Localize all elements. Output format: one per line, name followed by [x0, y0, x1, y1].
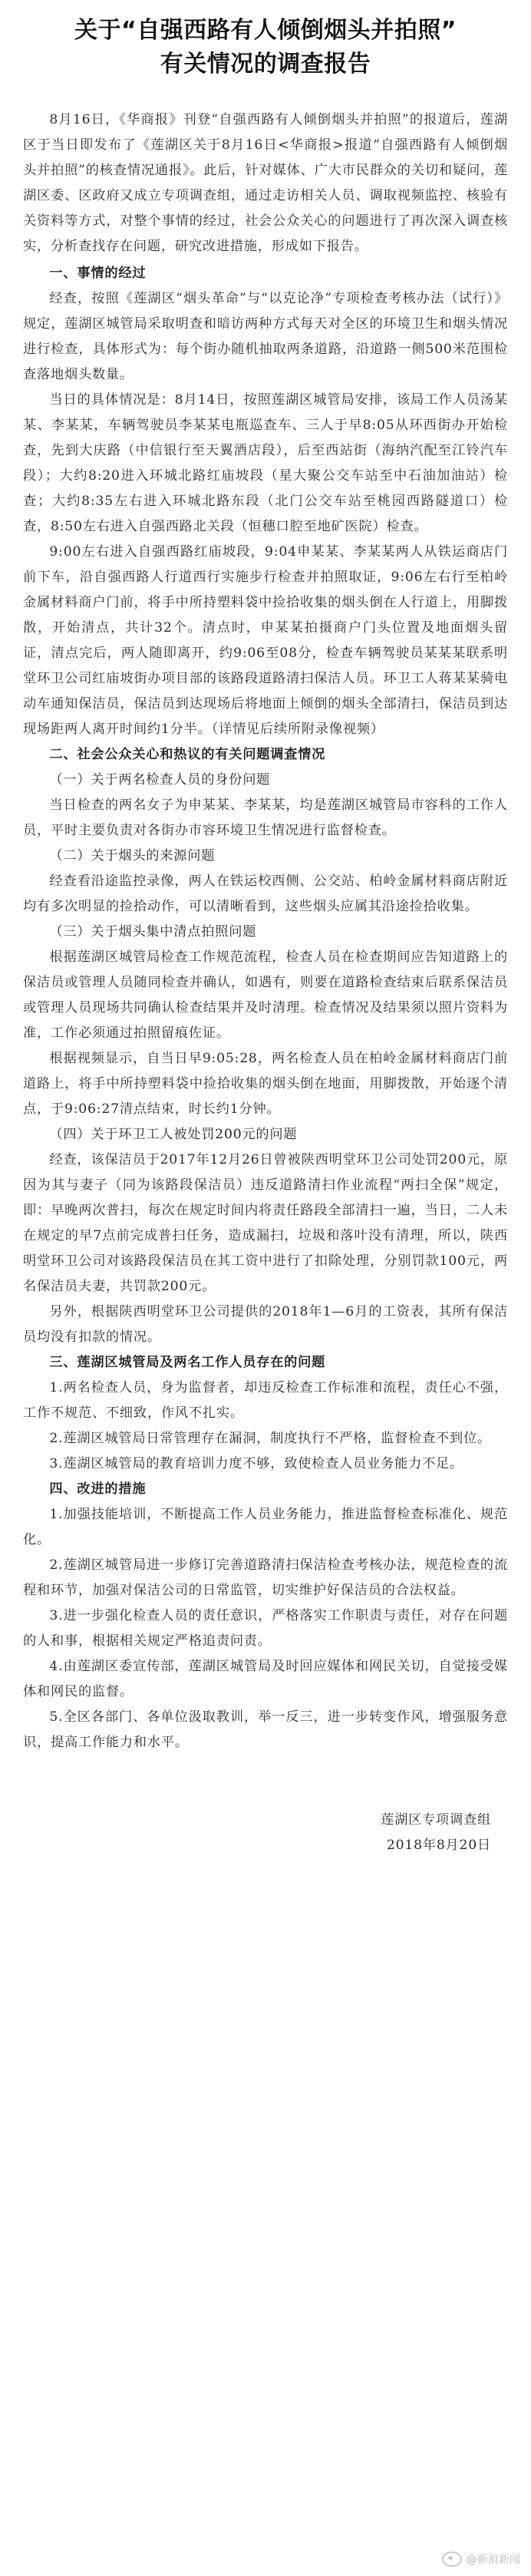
section-heading: 四、改进的措施 [49, 1481, 147, 1497]
report-document [23, 14, 508, 1858]
body-paragraph: 经查看沿途监控录像，两人在铁运校西侧、公交站、柏岭金属材料商店附近均有多次明显的捡拾动作，可以清晰看到，这些烟头应属其沿途捡拾收集。 [23, 874, 508, 914]
watermark-text: @新浪新闻 [467, 2554, 520, 2566]
body-paragraph: 3.进一步强化检查人员的责任意识，严格落实工作职责与责任，对存在问题的人和事，根据相关规定严格追责问责。 [23, 1608, 508, 1649]
body-paragraph: 当日检查的两名女子为申某某、李某某，均是莲湖区城管局市容科的工作人员，平时主要负责对各街办市容环境卫生情况进行监督检查。 [23, 798, 508, 838]
intro-paragraph: 8月16日，《华商报》刊登“自强西路有人倾倒烟头并拍照”的报道后，莲湖区于当日即发布了《莲湖区关于8月16日<华商报>报道“自强西路有人倾倒烟头并拍照”的核查情况通报》。此后，针对媒体、广大市民群众的关切和疑问，莲湖区委、区政府又成立专项调查组，通过走访相关人员、调取视频监控、核验有关资料等方式，对整个事情的经过，社会公众关心的问题进行了再次深入调查核实，分析查找存在问题，研究改进措施，形成如下报告。 [23, 112, 508, 254]
section-heading: 二、社会公众关心和热议的有关问题调查情况 [49, 747, 326, 762]
body-paragraph: 经查，该保洁员于2017年12月26日曾被陕西明堂环卫公司处罚200元，原因为其与妻子（同为该路段保洁员）违反道路清扫作业流程“两扫全保”规定，即：早晚两次普扫，每次在规定时间内将责任路段全部清扫一遍，当日，二人未在规定的早7点前完成普扫任务，造成漏扫，垃圾和落叶没有清理，所以，陕西明堂环卫公司对该路段保洁员在其工资中进行了扣除处理，分别罚款100元，两名保洁员夫妻，共罚款200元。 [23, 1152, 508, 1294]
report-title-line-1: 关于“自强西路有人倾倒烟头并拍照” [74, 17, 457, 44]
body-paragraph: 2.莲湖区城管局进一步修订完善道路清扫保洁检查考核办法，规范检查的流程和环节，加强对保洁公司的日常监管，切实维护好保洁员的合法权益。 [23, 1557, 508, 1598]
subsection-heading: （三）关于烟头集中清点拍照问题 [49, 924, 257, 940]
report-title [23, 14, 508, 81]
subsection-heading: （一）关于两名检查人员的身份问题 [49, 772, 271, 788]
signature-org: 莲湖区专项调查组 [381, 1812, 491, 1828]
report-body [23, 261, 508, 1755]
body-paragraph: 根据莲湖区城管局检查工作规范流程，检查人员在检查期间应告知道路上的保洁员或管理人员随同检查并确认，如遇有，则要在道路检查结束后联系保洁员或管理人员现场共同确认检查结果并及时清理。检查情况及结果须以照片资料为准，工作必须通过拍照留痕佐证。 [23, 949, 508, 1041]
body-paragraph: 1.加强技能培训，不断提高工作人员业务能力，推进监督检查标准化、规范化。 [23, 1507, 508, 1547]
section-heading: 一、事情的经过 [49, 266, 147, 281]
signature-block [23, 1808, 508, 1858]
section-heading: 三、莲湖区城管局及两名工作人员存在的问题 [49, 1355, 326, 1370]
body-paragraph: 3.莲湖区城管局的教育培训力度不够，致使检查人员业务能力不足。 [49, 1456, 464, 1471]
weibo-logo-icon [442, 2551, 462, 2567]
signature-date: 2018年8月20日 [386, 1838, 491, 1853]
watermark [442, 2551, 520, 2567]
body-paragraph: 经查，按照《莲湖区“烟头革命”与“以克论净”专项检查考核办法（试行）》规定，莲湖区城管局采取明查和暗访两种方式每天对全区的环境卫生和烟头情况进行检查，具体形式为：每个街办随机抽取两条道路，沿道路一侧500米范围检查落地烟头数量。 [23, 291, 508, 382]
body-paragraph: 2.莲湖区城管局日常管理存在漏洞，制度执行不严格，监督检查不到位。 [49, 1431, 492, 1446]
body-paragraph: 1.两名检查人员，身为监督者，却违反检查工作标准和流程，责任心不强，工作不规范、不细致，作风不扎实。 [23, 1380, 508, 1421]
body-paragraph: 9:00左右进入自强西路红庙坡段，9:04申某某、李某某两人从铁运商店门前下车，沿自强西路人行道西行实施步行检查并拍照取证，9:06左右行至柏岭金属材料商户门前，将手中所持塑料袋中捡拾收集的烟头倒在人行道上，用脚拨散，开始清点，共计32个。清点时，申某某拍摄商户门头位置及地面烟头留证，清点完后，两人随即离开，约9:06至08分，检查车辆驾驶员某某某联系明堂环卫公司红庙坡街办项目部的该路段道路清扫保洁人员。环卫工人蒋某某骑电动车通知保洁员，保洁员到达现场后将地面上倾倒的烟头全部清扫，保洁员到达现场距两人离开时间约1分半。（详情见后续所附录像视频） [23, 544, 508, 737]
subsection-heading: （二）关于烟头的来源问题 [49, 848, 216, 864]
body-paragraph: 4.由莲湖区委宣传部，莲湖区城管局及时回应媒体和网民关切，自觉接受媒体和网民的监督。 [23, 1659, 508, 1699]
body-paragraph: 5.全区各部门、各单位汲取教训，举一反三，进一步转变作风，增强服务意识，提高工作能力和水平。 [23, 1709, 508, 1750]
subsection-heading: （四）关于环卫工人被处罚200元的问题 [49, 1127, 298, 1142]
report-title-line-2: 有关情况的调查报告 [160, 51, 371, 78]
body-paragraph: 另外，根据陕西明堂环卫公司提供的2018年1—6月的工资表，其所有保洁员均没有扣款的情况。 [23, 1304, 508, 1345]
body-paragraph: 当日的具体情况是：8月14日，按照莲湖区城管局安排，该局工作人员汤某某、李某某，车辆驾驶员李某某电瓶巡查车、三人于早8:05从环西街办开始检查，先到大庆路（中信银行至天翼酒店段），后至西站街（海纳汽配至江铃汽车段）；大约8:20进入环城北路红庙坡段（星大聚公交车站至中石油加油站）检查；大约8:35左右进入环城北路东段（北门公交车站至桃园西路隧道口）检查，8:50左右进入自强西路北关段（恒穗口腔至地矿医院）检查。 [23, 392, 508, 534]
body-paragraph: 根据视频显示，自当日早9:05:28，两名检查人员在柏岭金属材料商店门前道路上，将手中所持塑料袋中捡拾收集的烟头倒在地面，用脚拨散，开始逐个清点，于9:06:27清点结束，时长约1分钟。 [23, 1051, 508, 1117]
